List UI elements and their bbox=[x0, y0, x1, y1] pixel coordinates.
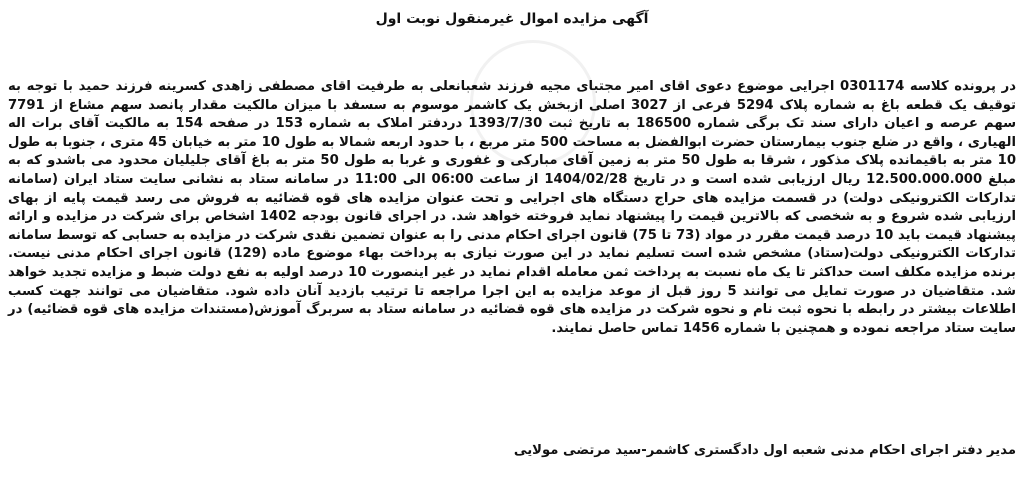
signature-line: مدیر دفتر اجرای احکام مدنی شعبه اول دادگستری کاشمر-سید مرتضی مولایی bbox=[513, 443, 1016, 458]
notice-body: در پرونده کلاسه 0301174 اجرایی موضوع دعوی اقای امیر مجتبای مجیه فرزند شعبانعلی به طرفیت اقای مصطفی زاهدی کسرینه فرزند حمید با توجه به توقیف یک قطعه باغ به شماره پلاک 5294 فرعی از 3027 اصلی ازبخش یک کاشمر موسوم به سسفد با میزان مالکیت مقدار پانصد سهم مشاع از 7791 سهم عرصه و اعیان دارای سند تک برگی شماره 186500 به تاریخ ثبت 1393/7/30 دردفتر املاک به شماره 153 در صفحه 154 به مالکیت آقای برات اله الهیاری ، واقع در ضلع جنوب بیمارستان حضرت ابوالفضل به مساحت 500 متر مربع ، با حدود اربعه شمالا به طول 10 متر به خیابان 45 متری ، جنوبا به طول 10 متر به باقیمانده پلاک مذکور ، شرقا به طول 50 متر به زمین آقای مبارکی و غفوری و غربا به طول 50 متر به باغ آقای جلیلیان محدود می باشدو که به مبلغ 12.500.000.000 ریال ارزیابی شده است و در تاریخ 1404/02/28 از ساعت 06:00 الی 11:00 در سامانه ستاد به نشانی سایت ستاد ایران (سامانه تدارکات الکترونیکی دولت) در قسمت مزایده های حراج دستگاه های اجرایی و تحت عنوان مزایده های قوه قضائیه به فروش می رسد قیمت پایه از بهای ارزیابی شده شروع و به شخصی که بالاترین قیمت را پیشنهاد نماید فروخته خواهد شد. در اجرای قانون بودجه 1402 اشخاص برای شرکت در مزایده و ارائه پیشنهاد قیمت باید 10 درصد قیمت مقرر در مواد (73 تا 75) قانون اجرای احکام مدنی را به عنوان تضمین نقدی شرکت در مزایده به حسابی که توسط سامانه تدارکات الکترونیکی دولت(ستاد) مشخص شده است تسلیم نماید در این صورت نیازی به پرداخت بهاء موضوع ماده (129) قانون اجرای احکام مدنی نیست. برنده مزایده مکلف است حداکثر تا یک ماه نسبت به پرداخت ثمن معامله اقدام نماید در غیر اینصورت 10 درصد اولیه به نفع دولت ضبط و مزایده تجدید خواهد شد. متقاضیان در صورت تمایل می توانند 5 روز قبل از موعد مزایده به این اجرا مراجعه تا ترتیب بازدید آنان داده شود. متقاضیان می توانند جهت کسب اطلاعات بیشتر در رابطه با نحوه ثبت نام و نحوه شرکت در مزایده های قوه قضائیه در سامانه ستاد به سربرگ آموزش(مستندات مزایده های قوه قضائیه) در سایت ستاد مراجعه نموده و همچنین با شماره 1456 تماس حاصل نمایند. bbox=[8, 79, 1017, 336]
page-title: آگهی مزایده اموال غیرمنقول نوبت اول bbox=[375, 11, 649, 27]
